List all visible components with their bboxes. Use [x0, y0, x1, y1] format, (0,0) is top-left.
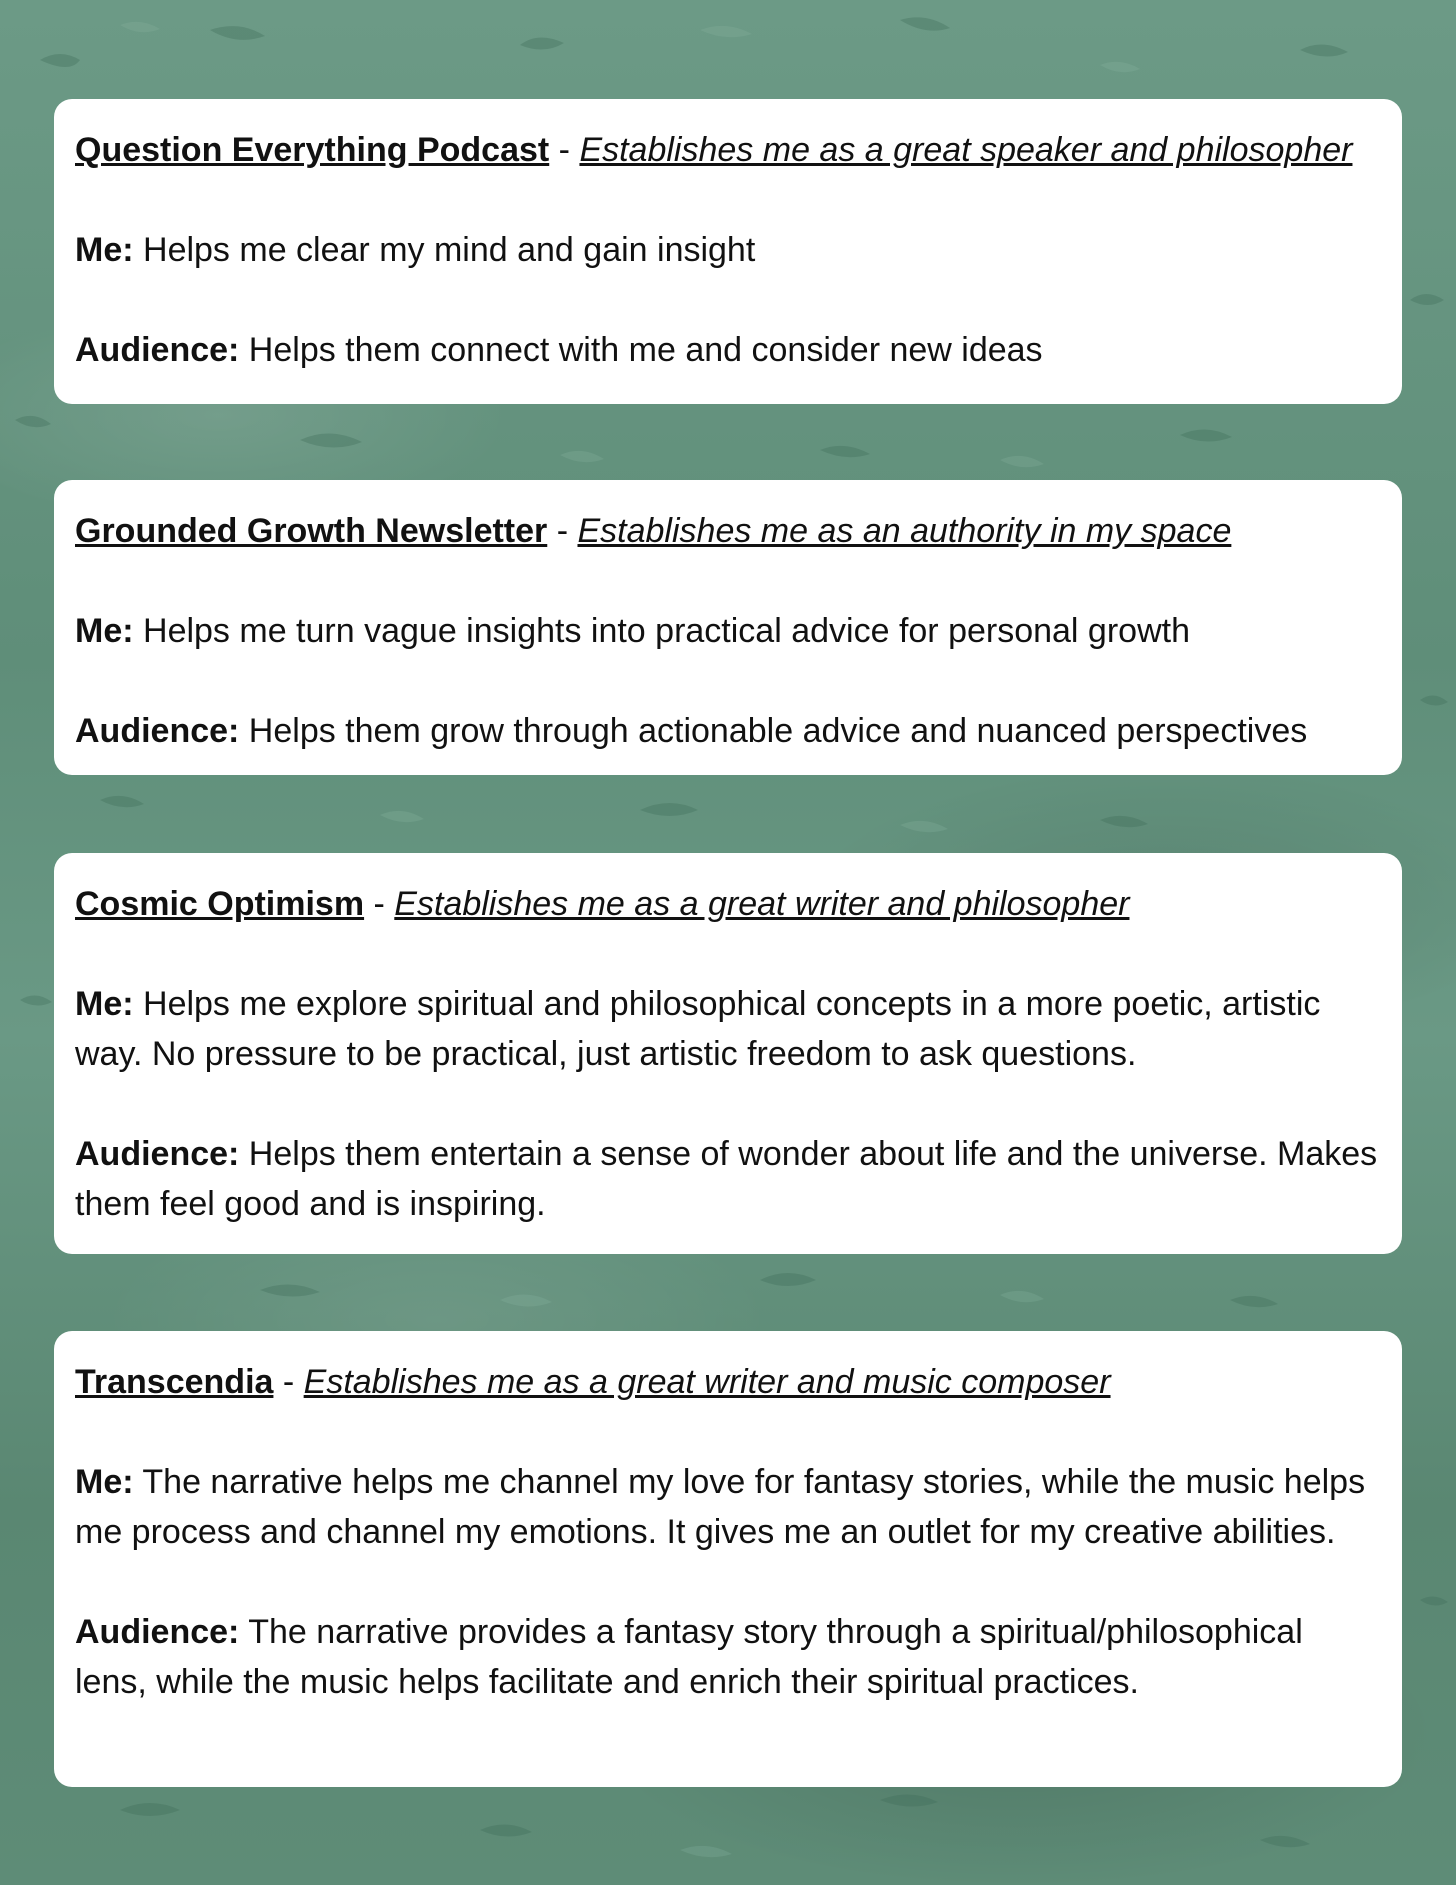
me-label: Me: [75, 231, 134, 269]
project-card-podcast [54, 99, 1402, 404]
project-card-cosmic-optimism [54, 853, 1402, 1254]
card-title: Question Everything Podcast [75, 131, 550, 169]
card-tagline: Establishes me as a great writer and music composer [303, 1363, 1111, 1401]
project-card-newsletter [54, 480, 1402, 775]
card-title: Cosmic Optimism [75, 885, 365, 923]
audience-text: Helps them entertain a sense of wonder about life and the universe. Makes them feel good and is inspiring. [75, 1135, 1378, 1223]
me-text: Helps me turn vague insights into practical advice for personal growth [133, 612, 1190, 650]
card-heading [75, 125, 1382, 175]
card-title: Grounded Growth Newsletter [75, 512, 548, 550]
audience-label: Audience: [75, 331, 240, 369]
audience-row [75, 1607, 1382, 1707]
card-heading [75, 1357, 1382, 1407]
audience-text: Helps them grow through actionable advice and nuanced perspectives [239, 712, 1308, 750]
card-heading [75, 879, 1382, 929]
audience-text: The narrative provides a fantasy story through a spiritual/philosophical lens, while the music helps facilitate and enrich their spiritual practices. [75, 1613, 1303, 1701]
me-text: The narrative helps me channel my love for fantasy stories, while the music helps me process and channel my emotions. It gives me an outlet for my creative abilities. [75, 1463, 1366, 1551]
me-row [75, 1457, 1382, 1557]
audience-label: Audience: [75, 1613, 240, 1651]
card-separator: - [364, 885, 395, 923]
audience-row [75, 706, 1382, 756]
project-card-transcendia [54, 1331, 1402, 1787]
card-title: Transcendia [75, 1363, 274, 1401]
me-text: Helps me clear my mind and gain insight [133, 231, 756, 269]
card-separator: - [547, 512, 578, 550]
card-tagline: Establishes me as a great speaker and philosopher [579, 131, 1353, 169]
me-label: Me: [75, 985, 134, 1023]
audience-label: Audience: [75, 712, 240, 750]
audience-label: Audience: [75, 1135, 240, 1173]
me-row [75, 979, 1382, 1079]
me-row [75, 606, 1382, 656]
audience-row [75, 1129, 1382, 1229]
card-heading [75, 506, 1382, 556]
card-separator: - [549, 131, 580, 169]
me-text: Helps me explore spiritual and philosophical concepts in a more poetic, artistic way. No pressure to be practical, just artistic freedom to ask questions. [75, 985, 1321, 1073]
audience-row [75, 325, 1382, 375]
me-label: Me: [75, 612, 134, 650]
card-tagline: Establishes me as an authority in my space [577, 512, 1232, 550]
me-row [75, 225, 1382, 275]
card-separator: - [273, 1363, 304, 1401]
me-label: Me: [75, 1463, 134, 1501]
card-tagline: Establishes me as a great writer and philosopher [394, 885, 1130, 923]
audience-text: Helps them connect with me and consider new ideas [239, 331, 1043, 369]
